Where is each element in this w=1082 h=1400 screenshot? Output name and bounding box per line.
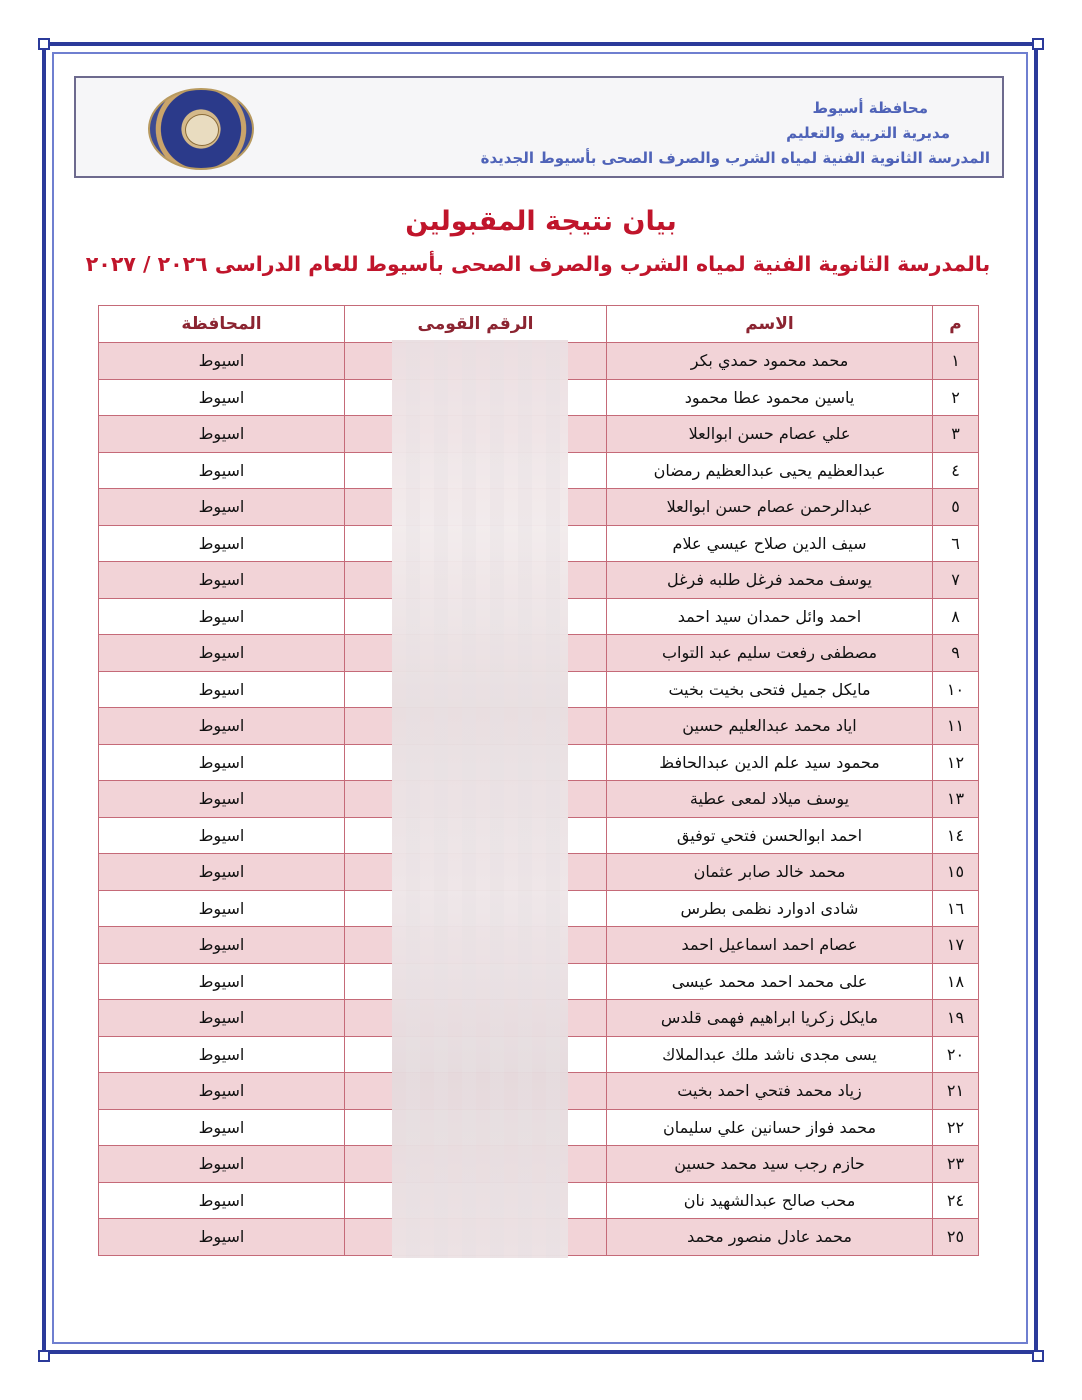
cell-num: ٩	[933, 635, 979, 672]
school-line: المدرسة الثانوية الفنية لمياه الشرب والصرف الصحى بأسيوط الجديدة	[480, 149, 990, 167]
cell-num: ٨	[933, 598, 979, 635]
cell-name: محمد عادل منصور محمد	[607, 1219, 933, 1256]
cell-governorate: اسيوط	[99, 854, 345, 891]
corner-ornament	[1032, 38, 1044, 50]
cell-governorate: اسيوط	[99, 744, 345, 781]
cell-num: ١١	[933, 708, 979, 745]
cell-name: شادى ادوارد نظمى بطرس	[607, 890, 933, 927]
cell-governorate: اسيوط	[99, 525, 345, 562]
cell-num: ٧	[933, 562, 979, 599]
cell-num: ٢٢	[933, 1109, 979, 1146]
cell-governorate: اسيوط	[99, 708, 345, 745]
cell-num: ٢٥	[933, 1219, 979, 1256]
cell-num: ١٣	[933, 781, 979, 818]
cell-governorate: اسيوط	[99, 1182, 345, 1219]
cell-name: محمد خالد صابر عثمان	[607, 854, 933, 891]
cell-name: مصطفى رفعت سليم عبد التواب	[607, 635, 933, 672]
cell-name: علي عصام حسن ابوالعلا	[607, 416, 933, 453]
cell-name: على محمد احمد محمد عيسى	[607, 963, 933, 1000]
cell-governorate: اسيوط	[99, 452, 345, 489]
cell-governorate: اسيوط	[99, 1146, 345, 1183]
cell-num: ٢٠	[933, 1036, 979, 1073]
cell-governorate: اسيوط	[99, 635, 345, 672]
cell-name: سيف الدين صلاح عيسي علام	[607, 525, 933, 562]
redacted-national-id-column	[392, 340, 568, 1258]
cell-num: ١	[933, 343, 979, 380]
cell-name: محب صالح عبدالشهيد نان	[607, 1182, 933, 1219]
directorate-line: مديرية التربية والتعليم	[786, 124, 950, 142]
cell-governorate: اسيوط	[99, 343, 345, 380]
cell-num: ٢٣	[933, 1146, 979, 1183]
cell-name: عبدالعظيم يحيى عبدالعظيم رمضان	[607, 452, 933, 489]
cell-name: محمود سيد علم الدين عبدالحافظ	[607, 744, 933, 781]
cell-num: ٦	[933, 525, 979, 562]
letterhead	[74, 76, 1004, 178]
cell-num: ١٦	[933, 890, 979, 927]
header-governorate: المحافظة	[99, 306, 345, 343]
cell-name: يسى مجدى ناشد ملك عبدالملاك	[607, 1036, 933, 1073]
cell-num: ١٧	[933, 927, 979, 964]
header-num: م	[933, 306, 979, 343]
corner-ornament	[38, 1350, 50, 1362]
cell-governorate: اسيوط	[99, 1036, 345, 1073]
cell-name: مايكل جميل فتحى بخيت بخيت	[607, 671, 933, 708]
cell-num: ١٢	[933, 744, 979, 781]
header-name: الاسم	[607, 306, 933, 343]
cell-num: ١٥	[933, 854, 979, 891]
cell-governorate: اسيوط	[99, 963, 345, 1000]
cell-num: ١٩	[933, 1000, 979, 1037]
cell-governorate: اسيوط	[99, 598, 345, 635]
cell-name: ياسين محمود عطا محمود	[607, 379, 933, 416]
corner-ornament	[38, 38, 50, 50]
cell-name: زياد محمد فتحي احمد بخيت	[607, 1073, 933, 1110]
corner-ornament	[1032, 1350, 1044, 1362]
cell-name: محمد محمود حمدي بكر	[607, 343, 933, 380]
cell-governorate: اسيوط	[99, 671, 345, 708]
cell-governorate: اسيوط	[99, 1109, 345, 1146]
cell-num: ٣	[933, 416, 979, 453]
cell-name: احمد ابوالحسن فتحي توفيق	[607, 817, 933, 854]
cell-governorate: اسيوط	[99, 817, 345, 854]
cell-name: اياد محمد عبدالعليم حسين	[607, 708, 933, 745]
cell-name: حازم رجب سيد محمد حسين	[607, 1146, 933, 1183]
cell-name: عصام احمد اسماعيل احمد	[607, 927, 933, 964]
cell-governorate: اسيوط	[99, 1219, 345, 1256]
cell-governorate: اسيوط	[99, 890, 345, 927]
cell-num: ١٠	[933, 671, 979, 708]
header-national-id: الرقم القومى	[345, 306, 607, 343]
page-subtitle: بالمدرسة الثانوية الفنية لمياه الشرب والصرف الصحى بأسيوط للعام الدراسى ٢٠٢٦ / ٢٠٢٧	[85, 252, 991, 276]
cell-name: محمد فواز حسانين علي سليمان	[607, 1109, 933, 1146]
cell-name: يوسف محمد فرغل طلبه فرغل	[607, 562, 933, 599]
page-title: بيان نتيجة المقبولين	[405, 206, 677, 237]
cell-num: ٥	[933, 489, 979, 526]
cell-name: مايكل زكريا ابراهيم فهمى قلدس	[607, 1000, 933, 1037]
cell-num: ٢٤	[933, 1182, 979, 1219]
cell-governorate: اسيوط	[99, 379, 345, 416]
cell-num: ٢	[933, 379, 979, 416]
letterhead-text	[481, 96, 990, 171]
cell-governorate: اسيوط	[99, 1000, 345, 1037]
cell-num: ٤	[933, 452, 979, 489]
cell-num: ١٨	[933, 963, 979, 1000]
cell-name: عبدالرحمن عصام حسن ابوالعلا	[607, 489, 933, 526]
cell-governorate: اسيوط	[99, 927, 345, 964]
cell-governorate: اسيوط	[99, 489, 345, 526]
cell-governorate: اسيوط	[99, 562, 345, 599]
cell-governorate: اسيوط	[99, 1073, 345, 1110]
cell-governorate: اسيوط	[99, 781, 345, 818]
cell-name: احمد وائل حمدان سيد احمد	[607, 598, 933, 635]
cell-name: يوسف ميلاد لمعى عطية	[607, 781, 933, 818]
cell-num: ١٤	[933, 817, 979, 854]
school-emblem-icon	[148, 88, 254, 170]
cell-num: ٢١	[933, 1073, 979, 1110]
governorate-line: محافظة أسيوط	[812, 99, 928, 117]
cell-governorate: اسيوط	[99, 416, 345, 453]
table-header-row	[99, 306, 979, 343]
